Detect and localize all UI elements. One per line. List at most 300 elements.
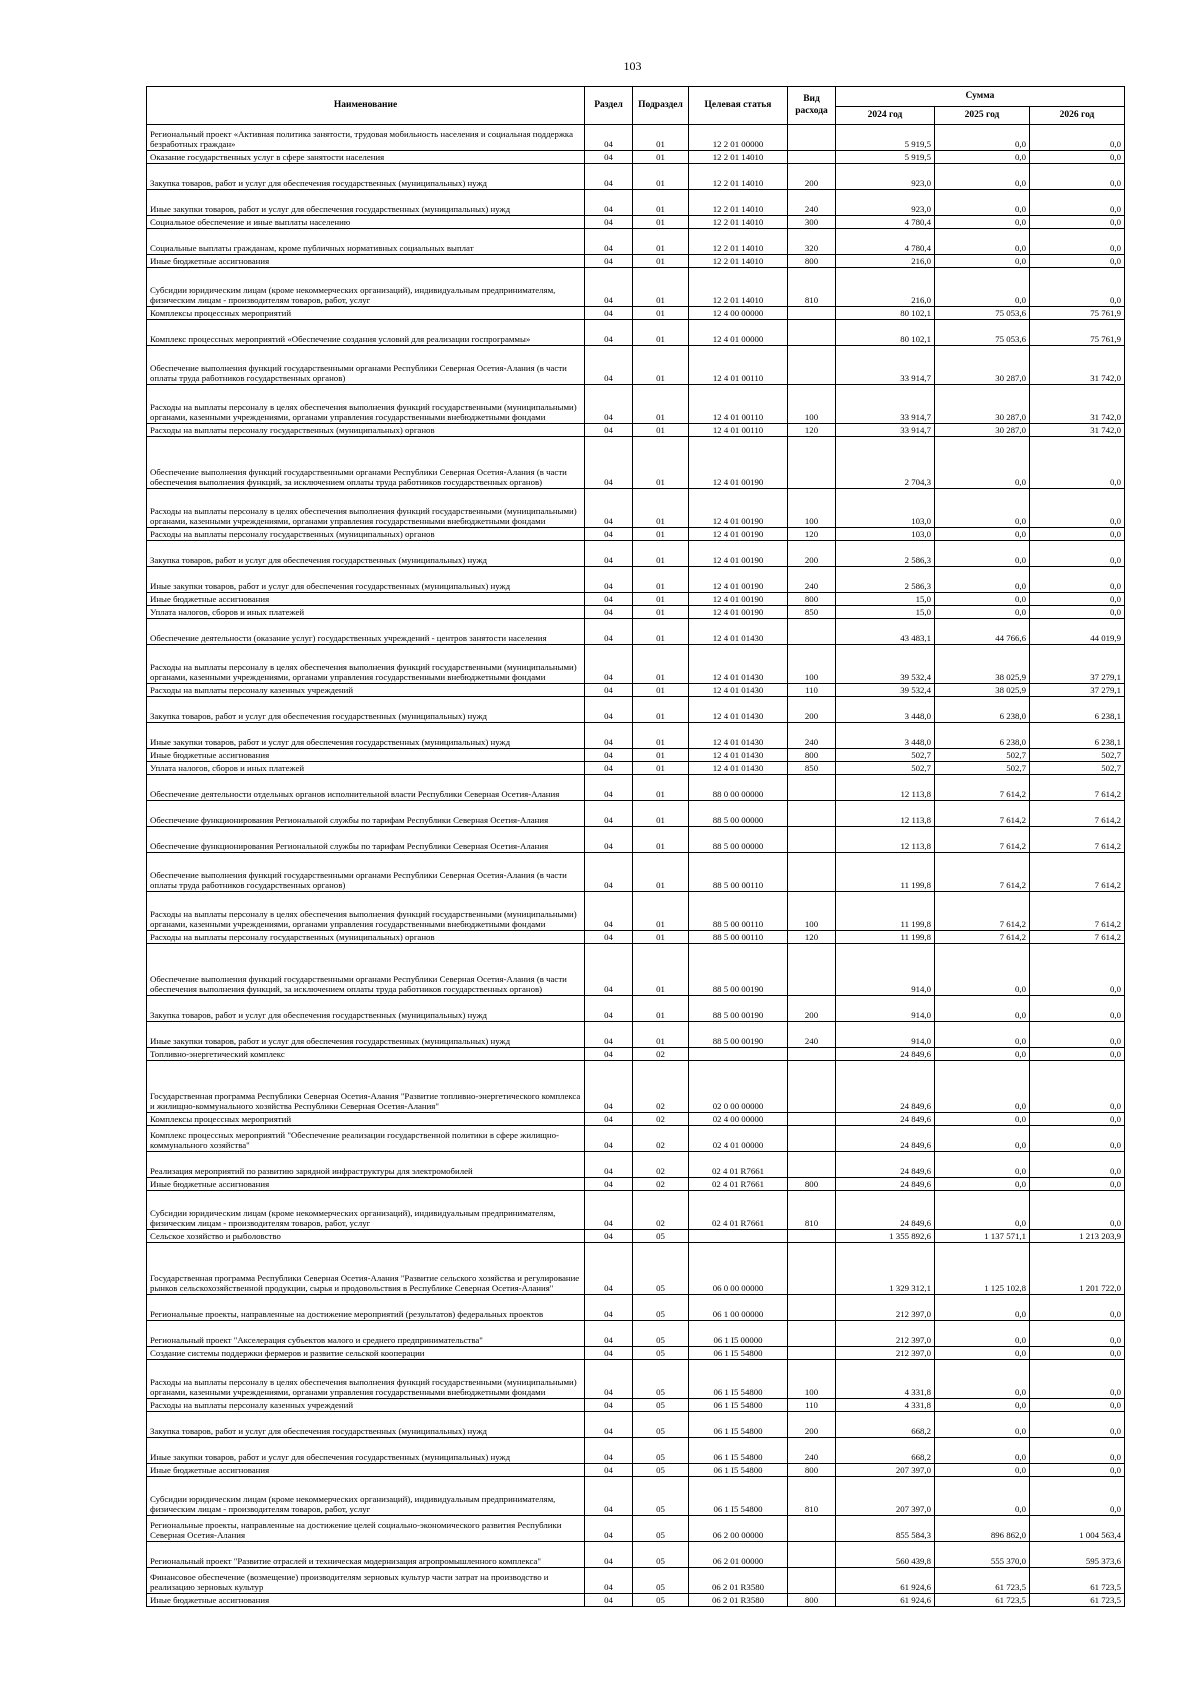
cell-2025: 0,0 [935,1347,1030,1360]
table-row [147,1191,1125,1230]
cell-2024: 24 849,6 [836,1048,935,1061]
cell-name: Обеспечение выполнения функций государственными органами Республики Северная Осетия-Алания (в части обеспечения выполнения функций, за исключением оплаты труда работников государственных органов) [147,437,585,489]
table-row [147,606,1125,619]
cell-expense-type: 200 [788,1412,836,1438]
cell-expense-type [788,1347,836,1360]
cell-target: 88 5 00 00190 [689,1022,788,1048]
cell-expense-type [788,437,836,489]
cell-expense-type [788,1321,836,1347]
cell-2025: 61 723,5 [935,1568,1030,1594]
cell-2024: 502,7 [836,749,935,762]
cell-expense-type: 200 [788,164,836,190]
cell-target: 02 4 01 R7661 [689,1191,788,1230]
cell-expense-type [788,346,836,385]
cell-expense-type: 110 [788,1399,836,1412]
cell-section: 04 [585,489,633,528]
cell-2025: 7 614,2 [935,775,1030,801]
cell-subsection: 02 [633,1152,689,1178]
cell-2026: 0,0 [1030,190,1125,216]
cell-expense-type [788,827,836,853]
cell-2026: 0,0 [1030,1126,1125,1152]
cell-2024: 11 199,8 [836,853,935,892]
cell-target: 88 5 00 00190 [689,996,788,1022]
cell-target: 12 2 01 14010 [689,151,788,164]
cell-expense-type: 110 [788,684,836,697]
cell-subsection: 01 [633,944,689,996]
cell-section: 04 [585,190,633,216]
cell-name: Закупка товаров, работ и услуг для обеспечения государственных (муниципальных) нужд [147,697,585,723]
cell-section: 04 [585,164,633,190]
cell-2025: 7 614,2 [935,892,1030,931]
cell-subsection: 02 [633,1178,689,1191]
cell-2025: 0,0 [935,541,1030,567]
cell-section: 04 [585,424,633,437]
cell-subsection: 01 [633,424,689,437]
cell-2025: 6 238,0 [935,723,1030,749]
table-row [147,151,1125,164]
cell-subsection: 01 [633,164,689,190]
cell-2024: 11 199,8 [836,931,935,944]
cell-target: 06 0 00 00000 [689,1243,788,1295]
table-row [147,645,1125,684]
cell-2026: 75 761,9 [1030,320,1125,346]
cell-expense-type: 800 [788,1178,836,1191]
cell-expense-type: 810 [788,268,836,307]
cell-subsection: 05 [633,1477,689,1516]
cell-target: 88 5 00 00110 [689,931,788,944]
cell-name: Региональный проект «Активная политика занятости, трудовая мобильность населения и социальная поддержка безработных граждан» [147,125,585,151]
cell-2025: 0,0 [935,1022,1030,1048]
cell-2025: 0,0 [935,593,1030,606]
table-row [147,619,1125,645]
cell-target: 12 4 00 00000 [689,307,788,320]
cell-section: 04 [585,541,633,567]
cell-2026: 502,7 [1030,762,1125,775]
cell-target: 12 4 01 00190 [689,593,788,606]
cell-subsection: 01 [633,190,689,216]
cell-name: Закупка товаров, работ и услуг для обеспечения государственных (муниципальных) нужд [147,164,585,190]
table-row [147,229,1125,255]
cell-section: 04 [585,1022,633,1048]
cell-target: 12 4 01 00000 [689,320,788,346]
cell-expense-type: 800 [788,1594,836,1607]
cell-section: 04 [585,255,633,268]
cell-section: 04 [585,1295,633,1321]
cell-section: 04 [585,697,633,723]
table-row [147,1516,1125,1542]
cell-2024: 43 483,1 [836,619,935,645]
cell-expense-type: 850 [788,762,836,775]
cell-target: 06 2 01 00000 [689,1542,788,1568]
table-body [147,125,1125,1607]
cell-subsection: 01 [633,892,689,931]
cell-2025: 1 125 102,8 [935,1243,1030,1295]
cell-expense-type: 100 [788,892,836,931]
cell-2026: 0,0 [1030,1061,1125,1113]
cell-2025: 555 370,0 [935,1542,1030,1568]
table-row [147,996,1125,1022]
cell-2024: 914,0 [836,1022,935,1048]
cell-name: Иные бюджетные ассигнования [147,1464,585,1477]
cell-target: 12 2 01 00000 [689,125,788,151]
cell-name: Уплата налогов, сборов и иных платежей [147,606,585,619]
cell-expense-type: 800 [788,749,836,762]
cell-name: Обеспечение деятельности (оказание услуг) государственных учреждений - центров занятости населения [147,619,585,645]
header-2024: 2024 год [836,107,935,125]
cell-expense-type: 240 [788,1438,836,1464]
cell-section: 04 [585,385,633,424]
cell-section: 04 [585,996,633,1022]
cell-target: 02 4 01 R7661 [689,1152,788,1178]
table-row [147,346,1125,385]
cell-2026: 75 761,9 [1030,307,1125,320]
cell-name: Закупка товаров, работ и услуг для обеспечения государственных (муниципальных) нужд [147,996,585,1022]
cell-expense-type [788,1542,836,1568]
cell-2026: 0,0 [1030,489,1125,528]
cell-2025: 0,0 [935,164,1030,190]
table-row [147,684,1125,697]
cell-2025: 0,0 [935,1191,1030,1230]
cell-2025: 75 053,6 [935,320,1030,346]
cell-2025: 0,0 [935,1152,1030,1178]
table-row [147,528,1125,541]
cell-target: 12 4 01 00110 [689,385,788,424]
table-row [147,216,1125,229]
header-name: Наименование [147,87,585,125]
cell-2025: 0,0 [935,1061,1030,1113]
table-row [147,1594,1125,1607]
table-row [147,1061,1125,1113]
cell-2026: 0,0 [1030,1347,1125,1360]
cell-2024: 4 780,4 [836,216,935,229]
cell-2024: 923,0 [836,190,935,216]
cell-subsection: 02 [633,1061,689,1113]
cell-2026: 0,0 [1030,593,1125,606]
cell-2026: 31 742,0 [1030,424,1125,437]
cell-2026: 37 279,1 [1030,684,1125,697]
cell-2026: 0,0 [1030,528,1125,541]
cell-subsection: 05 [633,1516,689,1542]
cell-section: 04 [585,801,633,827]
cell-section: 04 [585,1568,633,1594]
cell-2025: 0,0 [935,1399,1030,1412]
cell-expense-type: 320 [788,229,836,255]
cell-section: 04 [585,1230,633,1243]
cell-section: 04 [585,645,633,684]
cell-expense-type: 200 [788,541,836,567]
cell-2026: 595 373,6 [1030,1542,1125,1568]
cell-section: 04 [585,1061,633,1113]
cell-subsection: 01 [633,1022,689,1048]
cell-2024: 668,2 [836,1438,935,1464]
cell-subsection: 01 [633,762,689,775]
table-row [147,1113,1125,1126]
cell-expense-type [788,1568,836,1594]
table-row [147,385,1125,424]
cell-2025: 0,0 [935,1295,1030,1321]
cell-expense-type: 120 [788,528,836,541]
cell-target: 06 1 I5 54800 [689,1464,788,1477]
header-2026: 2026 год [1030,107,1125,125]
cell-expense-type: 100 [788,1360,836,1399]
table-row [147,723,1125,749]
cell-expense-type: 800 [788,255,836,268]
cell-section: 04 [585,684,633,697]
table-row [147,801,1125,827]
cell-2024: 24 849,6 [836,1113,935,1126]
cell-expense-type: 100 [788,645,836,684]
table-row [147,944,1125,996]
cell-expense-type [788,1126,836,1152]
cell-target: 12 4 01 00190 [689,541,788,567]
cell-expense-type [788,151,836,164]
cell-2026: 1 213 203,9 [1030,1230,1125,1243]
cell-2025: 0,0 [935,125,1030,151]
cell-section: 04 [585,528,633,541]
cell-target: 06 1 I5 00000 [689,1321,788,1347]
cell-2026: 0,0 [1030,125,1125,151]
cell-subsection: 01 [633,385,689,424]
cell-name: Комплекс процессных мероприятий "Обеспечение реализации государственной политики в сфере жилищно-коммунального хозяйства" [147,1126,585,1152]
cell-2024: 5 919,5 [836,151,935,164]
cell-expense-type: 300 [788,216,836,229]
cell-2025: 0,0 [935,606,1030,619]
cell-2025: 0,0 [935,1360,1030,1399]
cell-2024: 1 329 312,1 [836,1243,935,1295]
table-row [147,749,1125,762]
cell-name: Обеспечение выполнения функций государственными органами Республики Северная Осетия-Алания (в части оплаты труда работников государственных органов) [147,346,585,385]
cell-subsection: 05 [633,1295,689,1321]
cell-2026: 6 238,1 [1030,723,1125,749]
cell-2026: 7 614,2 [1030,827,1125,853]
table-row [147,1542,1125,1568]
cell-2026: 502,7 [1030,749,1125,762]
cell-name: Региональный проект "Развитие отраслей и техническая модернизация агропромышленного комплекса" [147,1542,585,1568]
cell-2024: 24 849,6 [836,1152,935,1178]
cell-section: 04 [585,320,633,346]
cell-target: 06 2 01 R3580 [689,1568,788,1594]
cell-expense-type: 240 [788,190,836,216]
cell-2024: 103,0 [836,528,935,541]
cell-name: Иные закупки товаров, работ и услуг для обеспечения государственных (муниципальных) нужд [147,567,585,593]
cell-2024: 2 586,3 [836,541,935,567]
cell-2026: 1 201 722,0 [1030,1243,1125,1295]
cell-expense-type: 100 [788,489,836,528]
cell-2024: 4 331,8 [836,1360,935,1399]
cell-name: Иные закупки товаров, работ и услуг для обеспечения государственных (муниципальных) нужд [147,723,585,749]
cell-expense-type [788,125,836,151]
cell-section: 04 [585,1399,633,1412]
cell-expense-type [788,1243,836,1295]
cell-target: 06 1 I5 54800 [689,1438,788,1464]
cell-subsection: 05 [633,1438,689,1464]
table-row [147,255,1125,268]
table-row [147,853,1125,892]
cell-subsection: 01 [633,216,689,229]
cell-target: 02 4 00 00000 [689,1113,788,1126]
cell-name: Иные закупки товаров, работ и услуг для обеспечения государственных (муниципальных) нужд [147,1022,585,1048]
header-target: Целевая статья [689,87,788,125]
cell-2025: 30 287,0 [935,385,1030,424]
cell-2025: 0,0 [935,1113,1030,1126]
header-subsection: Подраздел [633,87,689,125]
cell-2024: 216,0 [836,268,935,307]
cell-2026: 0,0 [1030,1191,1125,1230]
cell-target: 12 4 01 01430 [689,749,788,762]
cell-section: 04 [585,1243,633,1295]
cell-2026: 0,0 [1030,1464,1125,1477]
cell-name: Расходы на выплаты персоналу в целях обеспечения выполнения функций государственными (муниципальными) органами, казенными учреждениями, органами управления государственными внебюджетными фондами [147,645,585,684]
table-row [147,164,1125,190]
cell-expense-type: 120 [788,424,836,437]
cell-section: 04 [585,437,633,489]
cell-2025: 75 053,6 [935,307,1030,320]
cell-target: 88 5 00 00190 [689,944,788,996]
cell-name: Обеспечение функционирования Региональной службы по тарифам Республики Северная Осетия-Алания [147,801,585,827]
cell-name: Региональный проект "Акселерация субъектов малого и среднего предпринимательства" [147,1321,585,1347]
cell-target: 12 4 01 00190 [689,528,788,541]
cell-2026: 37 279,1 [1030,645,1125,684]
cell-section: 04 [585,567,633,593]
cell-section: 04 [585,775,633,801]
cell-target: 06 1 I5 54800 [689,1477,788,1516]
cell-section: 04 [585,931,633,944]
cell-2026: 0,0 [1030,1113,1125,1126]
cell-2026: 0,0 [1030,1360,1125,1399]
cell-2024: 216,0 [836,255,935,268]
cell-2024: 80 102,1 [836,320,935,346]
cell-subsection: 05 [633,1230,689,1243]
cell-name: Социальные выплаты гражданам, кроме публичных нормативных социальных выплат [147,229,585,255]
cell-section: 04 [585,151,633,164]
cell-2025: 502,7 [935,749,1030,762]
table-row [147,1178,1125,1191]
table-row [147,1230,1125,1243]
cell-target: 06 1 I5 54800 [689,1399,788,1412]
cell-target: 88 0 00 00000 [689,775,788,801]
cell-name: Региональные проекты, направленные на достижение целей социально-экономического развития Республики Северная Осетия-Алания [147,1516,585,1542]
cell-target: 02 0 00 00000 [689,1061,788,1113]
cell-2024: 4 331,8 [836,1399,935,1412]
cell-target: 12 4 01 01430 [689,619,788,645]
cell-subsection: 05 [633,1347,689,1360]
cell-name: Иные бюджетные ассигнования [147,1594,585,1607]
budget-table [146,86,1125,1607]
cell-section: 04 [585,1048,633,1061]
table-row [147,424,1125,437]
table-row [147,437,1125,489]
cell-expense-type: 200 [788,996,836,1022]
cell-name: Субсидии юридическим лицам (кроме некоммерческих организаций), индивидуальным предпринимателям, физическим лицам - производителям товаров, работ, услуг [147,268,585,307]
cell-section: 04 [585,346,633,385]
cell-expense-type [788,1230,836,1243]
cell-2026: 31 742,0 [1030,346,1125,385]
cell-subsection: 01 [633,268,689,307]
cell-name: Оказание государственных услуг в сфере занятости населения [147,151,585,164]
table-row [147,762,1125,775]
table-row [147,268,1125,307]
cell-2024: 2 704,3 [836,437,935,489]
cell-2026: 6 238,1 [1030,697,1125,723]
cell-2026: 61 723,5 [1030,1594,1125,1607]
cell-section: 04 [585,827,633,853]
cell-2026: 0,0 [1030,1295,1125,1321]
cell-name: Обеспечение выполнения функций государственными органами Республики Северная Осетия-Алания (в части обеспечения выполнения функций, за исключением оплаты труда работников государственных органов) [147,944,585,996]
header-expense-type: Вид расхода [788,87,836,125]
cell-subsection: 02 [633,1191,689,1230]
cell-2025: 0,0 [935,1178,1030,1191]
cell-section: 04 [585,892,633,931]
cell-2025: 61 723,5 [935,1594,1030,1607]
cell-target: 12 2 01 14010 [689,229,788,255]
table-row [147,1022,1125,1048]
cell-section: 04 [585,216,633,229]
cell-2024: 33 914,7 [836,385,935,424]
cell-name: Обеспечение выполнения функций государственными органами Республики Северная Осетия-Алания (в части оплаты труда работников государственных органов) [147,853,585,892]
cell-2026: 0,0 [1030,1438,1125,1464]
cell-expense-type [788,775,836,801]
cell-expense-type [788,1152,836,1178]
cell-subsection: 01 [633,853,689,892]
cell-name: Комплексы процессных мероприятий [147,1113,585,1126]
cell-subsection: 01 [633,723,689,749]
cell-2025: 896 862,0 [935,1516,1030,1542]
cell-expense-type [788,1295,836,1321]
cell-2024: 212 397,0 [836,1347,935,1360]
cell-subsection: 05 [633,1360,689,1399]
cell-name: Иные закупки товаров, работ и услуг для обеспечения государственных (муниципальных) нужд [147,190,585,216]
table-row [147,1152,1125,1178]
cell-2025: 0,0 [935,229,1030,255]
cell-name: Расходы на выплаты персоналу в целях обеспечения выполнения функций государственными (муниципальными) органами, казенными учреждениями, органами управления государственными внебюджетными фондами [147,489,585,528]
cell-2024: 3 448,0 [836,723,935,749]
cell-section: 04 [585,606,633,619]
cell-2024: 39 532,4 [836,684,935,697]
cell-name: Субсидии юридическим лицам (кроме некоммерческих организаций), индивидуальным предпринимателям, физическим лицам - производителям товаров, работ, услуг [147,1477,585,1516]
cell-expense-type: 800 [788,1464,836,1477]
cell-2024: 207 397,0 [836,1477,935,1516]
cell-2026: 0,0 [1030,996,1125,1022]
table-row [147,125,1125,151]
cell-2026: 31 742,0 [1030,385,1125,424]
cell-2026: 0,0 [1030,1178,1125,1191]
cell-subsection: 05 [633,1321,689,1347]
cell-section: 04 [585,1477,633,1516]
cell-section: 04 [585,1152,633,1178]
cell-expense-type [788,1113,836,1126]
cell-name: Реализация мероприятий по развитию зарядной инфраструктуры для электромобилей [147,1152,585,1178]
cell-subsection: 05 [633,1399,689,1412]
table-row [147,1568,1125,1594]
table-row [147,1048,1125,1061]
cell-name: Расходы на выплаты персоналу государственных (муниципальных) органов [147,528,585,541]
cell-expense-type [788,1061,836,1113]
cell-target: 06 2 01 R3580 [689,1594,788,1607]
cell-name: Расходы на выплаты персоналу в целях обеспечения выполнения функций государственными (муниципальными) органами, казенными учреждениями, органами управления государственными внебюджетными фондами [147,385,585,424]
cell-target: 12 4 01 01430 [689,697,788,723]
cell-expense-type: 120 [788,931,836,944]
cell-section: 04 [585,229,633,255]
cell-name: Топливно-энергетический комплекс [147,1048,585,1061]
cell-target: 06 1 00 00000 [689,1295,788,1321]
cell-subsection: 01 [633,307,689,320]
cell-subsection: 05 [633,1464,689,1477]
table-row [147,1412,1125,1438]
cell-subsection: 01 [633,996,689,1022]
cell-subsection: 01 [633,619,689,645]
cell-target: 06 1 I5 54800 [689,1347,788,1360]
cell-name: Иные бюджетные ассигнования [147,749,585,762]
